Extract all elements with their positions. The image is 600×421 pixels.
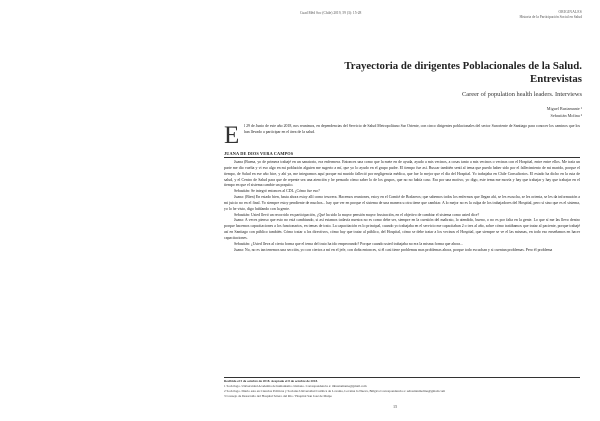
article-title xyxy=(282,60,582,86)
section-label: ORIGINALES xyxy=(558,10,582,14)
body-paragraph: Juana (Buena, yo de primera trabajé en un sanatorio, era enfermera. Entonces una como que la mete en de ayuda, ayudo a mis vecinos, a cosas tanto a mis vecinos o vecinas con el Hospital, entre entre ellos. Me traía un parte me dio vuelta y vi eso algo en mi población alguien me sugerio a mí, que yo lo ayudo en el grupo padre. El tiempo fue así. Buscar también sentí al tema que puedo haber sido por el fallecimiento de mi marido, porque el tiempo, de Salud en ese año hice, y ahí ya, me integramos aquí porque mi marido falleció por negligencia médica, que fue lo mejor que el día del Hospital. Yo trabajaba en Chile Consultorios. El estado ha dicho en la ruta de salud, y el Centro de Salud para que de repente sea una atención y he pensado cómo saber lo de los grupos, que no no había caso. Era por una motivo, yo digo, este tema me movía y hay que trabajar y hay que trabajar en el tiempo en que el sistema cambie un poquito. xyxy=(224,160,580,188)
footnote-3: 3 Consejo de Desarrollo del Hospital Sótero del Río / Hospital San José de Maipo xyxy=(224,394,333,398)
running-header xyxy=(520,10,582,20)
title-line-2: Entrevistas xyxy=(530,73,582,85)
author-list xyxy=(547,105,582,119)
title-line-1: Trayectoria de dirigentes Poblacionales de la Salud. xyxy=(344,60,582,72)
body-paragraph: Sebastián: Usted llevó un recorrido en participación, ¿Qué ha sido la mayor pensión mayor frustración, en el objetivo de cambiar el sistema como usted dice? xyxy=(234,212,480,217)
author-2: Sebastián Molina ² xyxy=(550,113,582,118)
footnote-2: 2 Sociólogo. Diario esta en Ciencias Políticas y Sociales Universidad Católica de Lovaina, Lovaina la Nueva, Bélgica Correspondencia a: sebastianmolina@gmail.com xyxy=(224,389,446,393)
body-paragraph: Sebastián: ¿Usted lleva al cierta forma que el tema del trato ha ido empeorando? Porque cuando usted trabajaba no era la misma forma que ahora... xyxy=(234,241,463,246)
body-paragraph: Juana: (Bien) En estado bien, hasta ahora estoy allí como tesorera. Hacemos reuniones, estoy en el Comité de Bodareos; que sabemos todos los enfermos que llegan ahí, se les escucha, se les orienta, se les da información a mi juicio no en el final. Yo siempre estoy pendiente de muchos... hay que ver en porque el sistema de una manera u otra tiene que cambiar. A lo mejor no es la culpa de los trabajadores del Hospital, pero sí sino que es el sistema, yo lo he visto, digo hablando con la gente. xyxy=(224,195,580,211)
footnotes xyxy=(224,379,580,399)
drop-cap: E xyxy=(224,122,240,149)
page-number: 15 xyxy=(393,404,398,409)
section-heading: JUANA DE DIOS VERA CAMPOS xyxy=(224,151,294,156)
intro-text: l 29 de Junio de este año 2018, nos reunimos, en dependencias del Servicio de Salud Metropolitano Sur Oriente, con cinco dirigentes poblacionales del sector Suroriente de Santiago para conocer los caminos que los han llevado a participar en el área de la salud. xyxy=(244,124,580,134)
intro-paragraph xyxy=(224,122,580,149)
series-label: Historia de la Participación Social en Salud xyxy=(519,15,582,19)
body-paragraph: Sebastián: Se integró entonces al CDL ¿Cómo fue eso? xyxy=(234,189,320,194)
journal-citation: Cuad Méd Soc (Chile) 2019, 59 (3): 15-28 xyxy=(300,11,362,15)
article-subtitle: Career of population health leaders. Interviews xyxy=(462,91,582,98)
author-1: Miguel Bustamante ¹ xyxy=(546,106,582,111)
body-paragraph: Juana: No, no es tan tenemos una sección, yo con ciertos a mí en el jefe, con doña entonces, si él casi tiene problemas mas problemas ahora, porque todo escuchan y si cuentan problemas. Pero él problema xyxy=(234,247,553,252)
article-body xyxy=(224,160,580,254)
section-divider xyxy=(224,157,580,158)
footnote-divider xyxy=(224,377,580,378)
footnote-1: 1 Sociólogo. Universidad Academia de humanismo cristiano. Correspondencia a: mbustamante@gmail.com xyxy=(224,384,367,388)
received-date: Recibido el 5 de octubre de 2018. Aceptado el 8 de octubre de 2018. xyxy=(224,379,318,383)
body-paragraph: Juana: A veces pienso que esto no está cambiando, si así estamos todavía nuestra no es como debe ser, siempre en la cuestión del maltrato, lo atendido, bueno, o no es por falta en la gente. Lo que sí me las llevo dentro porque hacemos capacitaciones a los funcionarios, en temas de trato. La capacitación es lo principal, cuando yo trabajaba en el servicio me capacitaban 2 o tres al año, sobre cómo tratábamos que tratar al paciente, porque trabajé así en Santiago con público también. Cómo tratar a los directivos, cómo hay que tratar al público, del Hospital, cómo se debe tratar a los vecinos el Hospital, que siempre se ve el las mismas, en todo eso enseñamos en hacer capacitaciones. xyxy=(224,218,580,240)
